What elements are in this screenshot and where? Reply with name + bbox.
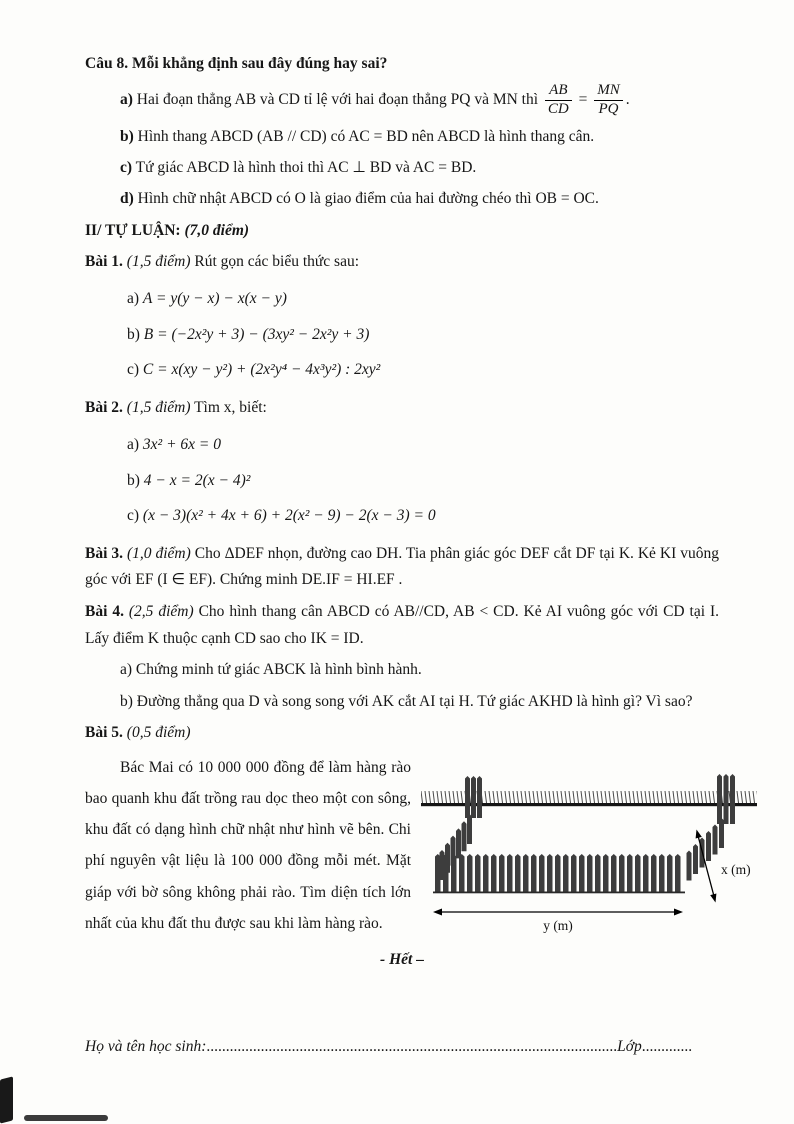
math-expression: 4 − x = 2(x − 4)² bbox=[143, 471, 251, 489]
fraction-ab-cd bbox=[545, 82, 572, 118]
item-label: b) bbox=[120, 692, 133, 710]
bai-4 bbox=[85, 599, 719, 652]
fraction-numerator: AB bbox=[545, 82, 572, 101]
item-a-label: a) bbox=[120, 91, 133, 109]
name-label: Họ và tên học sinh: bbox=[85, 1037, 207, 1055]
question-8-title: Câu 8. Mỗi khẳng định sau đây đúng hay sai? bbox=[85, 55, 388, 72]
bai-5-points: (0,5 điểm) bbox=[122, 724, 191, 742]
bai-1-expr-c bbox=[127, 359, 719, 381]
student-name-line bbox=[85, 1034, 719, 1060]
bai-2-points: (1,5 điểm) bbox=[122, 398, 191, 416]
item-text: Đường thẳng qua D và song song với AK cắt AI tại H. Tứ giác AKHD là hình gì? Vì sao? bbox=[132, 692, 693, 710]
bai-4-item-b bbox=[85, 689, 719, 716]
bai-1-points: (1,5 điểm) bbox=[122, 253, 191, 271]
bai-1-expr-b bbox=[127, 324, 719, 346]
bai-2-text: Tìm x, biết: bbox=[190, 398, 267, 416]
math-expression: B = (−2x²y + 3) − (3xy² − 2x²y + 3) bbox=[143, 325, 370, 343]
y-dimension-label: y (m) bbox=[543, 917, 573, 933]
expr-label: b) bbox=[127, 325, 140, 343]
fraction-numerator: MN bbox=[594, 82, 623, 101]
bai-5-body bbox=[85, 752, 757, 940]
bai-3-text: Cho ΔDEF nhọn, đường cao DH. Tia phân giác góc DEF cắt DF tại K. Kẻ KI vuông góc với EF (I ∈ EF). Chứng minh DE.IF = HI.EF . bbox=[85, 544, 719, 589]
fence-baseline bbox=[433, 891, 685, 893]
bai-5-header bbox=[85, 720, 719, 746]
bai-1-header bbox=[85, 249, 719, 275]
bai-3-points: (1,0 điểm) bbox=[123, 544, 191, 562]
x-dimension-label: x (m) bbox=[721, 861, 751, 877]
expr-label: c) bbox=[127, 361, 140, 379]
scan-artifact bbox=[24, 1115, 108, 1121]
bai-3 bbox=[85, 541, 719, 594]
name-dotted-fill: .......................................................................................................... bbox=[206, 1037, 618, 1055]
section-2-points: (7,0 điểm) bbox=[180, 221, 250, 239]
item-d-text: Hình chữ nhật ABCD có O là giao điểm của hai đường chéo thì OB = OC. bbox=[133, 190, 599, 208]
bai-2-expr-a bbox=[127, 434, 719, 456]
fence-figure bbox=[421, 752, 757, 940]
scan-artifact bbox=[0, 1076, 13, 1123]
fraction-denominator: CD bbox=[547, 101, 569, 118]
bai-4-number: Bài 4. bbox=[85, 602, 124, 620]
class-dotted-fill: ............. bbox=[641, 1037, 693, 1055]
item-a-text: Hai đoạn thẳng AB và CD tỉ lệ với hai đoạn thẳng PQ và MN thì bbox=[132, 91, 542, 109]
bai-1-number: Bài 1. bbox=[85, 253, 123, 271]
end-marker bbox=[85, 947, 719, 973]
expr-label: a) bbox=[127, 436, 140, 454]
math-expression: A = y(y − x) − x(x − y) bbox=[142, 290, 287, 308]
bai-2-header bbox=[85, 395, 719, 421]
item-label: a) bbox=[120, 661, 133, 679]
question-8-item-a bbox=[120, 82, 719, 118]
bai-2-expr-b bbox=[127, 470, 719, 492]
item-d-label: d) bbox=[120, 190, 134, 208]
question-8-item-d bbox=[120, 186, 719, 212]
bai-4-item-a bbox=[120, 657, 719, 683]
bai-3-number: Bài 3. bbox=[85, 544, 123, 562]
math-expression: C = x(xy − y²) + (2x²y⁴ − 4x³y²) : 2xy² bbox=[142, 361, 381, 379]
bai-2-expr-c bbox=[127, 505, 719, 527]
fence-illustration bbox=[421, 774, 757, 934]
math-expression: (x − 3)(x² + 4x + 6) + 2(x² − 9) − 2(x − 3) = 0 bbox=[142, 507, 436, 525]
het-text: - Hết – bbox=[380, 951, 424, 969]
item-b-text: Hình thang ABCD (AB // CD) có AC = BD nên ABCD là hình thang cân. bbox=[133, 127, 595, 145]
math-expression: 3x² + 6x = 0 bbox=[142, 436, 221, 454]
y-dimension-arrow bbox=[433, 908, 683, 915]
section-2-title: II/ TỰ LUẬN: bbox=[85, 221, 181, 239]
question-8-item-c bbox=[120, 155, 719, 181]
item-c-text: Tứ giác ABCD là hình thoi thì AC ⊥ BD và AC = BD. bbox=[132, 159, 477, 177]
bai-5-number: Bài 5. bbox=[85, 724, 123, 742]
bai-4-points: (2,5 điểm) bbox=[123, 602, 194, 620]
expr-label: b) bbox=[127, 471, 140, 489]
expr-label: c) bbox=[127, 507, 140, 525]
bai-5-paragraph: Bác Mai có 10 000 000 đồng để làm hàng rào bao quanh khu đất trồng rau dọc theo một con sông, khu đất có dạng hình chữ nhật như hình vẽ bên. Chi phí nguyên vật liệu là 100 000 đồng mỗi mét. Mặt giáp với bờ sông không phải rào. Tìm diện tích lớn nhất của khu đất thu được sau khi làm hàng rào. bbox=[85, 758, 411, 933]
bai-4-text: Cho hình thang cân ABCD có AB//CD, AB < CD. Kẻ AI vuông góc với CD tại I. Lấy điểm K thuộc cạnh CD sao cho IK = ID. bbox=[85, 602, 720, 647]
bai-1-text: Rút gọn các biểu thức sau: bbox=[190, 253, 360, 271]
period: . bbox=[625, 91, 630, 109]
fraction-mn-pq bbox=[594, 82, 623, 118]
expr-label: a) bbox=[127, 290, 140, 308]
bai-1-expr-a bbox=[127, 288, 719, 310]
fraction-denominator: PQ bbox=[598, 101, 619, 118]
section-2-header bbox=[85, 218, 719, 244]
item-c-label: c) bbox=[120, 159, 133, 177]
bai-2-number: Bài 2. bbox=[85, 398, 123, 416]
class-label: Lớp bbox=[617, 1037, 642, 1055]
item-text: Chứng minh tứ giác ABCK là hình bình hành. bbox=[132, 661, 422, 679]
question-8-item-b bbox=[120, 124, 719, 150]
item-b-label: b) bbox=[120, 127, 134, 145]
equals-sign: = bbox=[578, 91, 588, 109]
